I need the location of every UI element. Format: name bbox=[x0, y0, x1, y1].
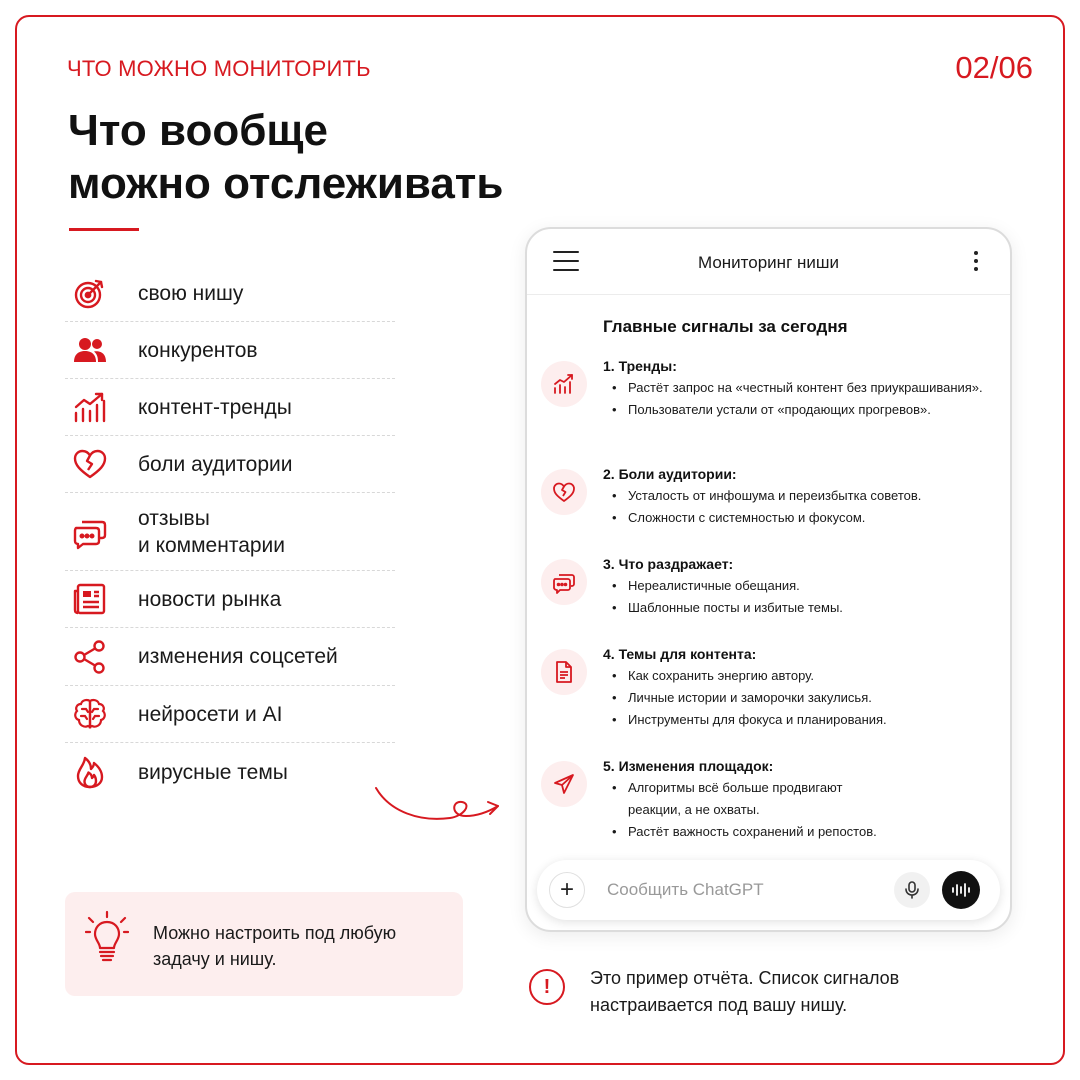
topic-item-competitors bbox=[65, 322, 395, 379]
section-bullet: • Усталость от инфошума и переизбытка советов. bbox=[603, 485, 1001, 507]
chart-trend-icon bbox=[72, 389, 124, 425]
report-section bbox=[541, 463, 1001, 553]
microphone-button[interactable] bbox=[894, 872, 930, 908]
broken-heart-icon bbox=[72, 446, 124, 482]
section-bullet: • Нереалистичные обещания. bbox=[603, 575, 1001, 597]
section-bullet: • Шаблонные посты и избитые темы. bbox=[603, 597, 1001, 619]
section-bullet: • Пользователи устали от «продающих прогревов». bbox=[603, 399, 1001, 421]
topic-label: вирусные темы bbox=[138, 760, 288, 784]
chat-title: Мониторинг ниши bbox=[697, 253, 840, 272]
topic-item-social bbox=[65, 628, 395, 686]
topic-item-ai bbox=[65, 686, 395, 743]
topics-list bbox=[65, 265, 395, 801]
chat-phone-mockup bbox=[525, 227, 1012, 932]
waveform-icon bbox=[951, 882, 971, 898]
chat-bubbles-icon bbox=[72, 514, 124, 550]
tip-text: Можно настроить под любую задачу и нишу. bbox=[153, 923, 397, 969]
section-heading: 5. Изменения площадок: bbox=[603, 758, 774, 774]
message-composer bbox=[537, 860, 1000, 920]
brain-icon bbox=[72, 696, 124, 732]
topic-label: конкурентов bbox=[138, 338, 258, 362]
title-underline bbox=[69, 228, 139, 231]
lightbulb-icon bbox=[85, 910, 129, 971]
section-heading: 2. Боли аудитории: bbox=[603, 466, 737, 482]
tip-box bbox=[65, 892, 463, 996]
chart-trend-icon bbox=[541, 361, 587, 407]
page-title: Что вообще можно отслеживать bbox=[68, 106, 504, 208]
section-bullet: • Растёт запрос на «честный контент без приукрашивания». bbox=[603, 377, 1001, 399]
topic-label: боли аудитории bbox=[138, 452, 293, 476]
section-bullet: • Как сохранить энергию автору. bbox=[603, 665, 1001, 687]
report-title: Главные сигналы за сегодня bbox=[603, 317, 848, 336]
report-section bbox=[541, 643, 1001, 755]
page-number: 02/06 bbox=[955, 50, 1033, 85]
section-bullet: • Личные истории и заморочки закулисья. bbox=[603, 687, 1001, 709]
report-section bbox=[541, 553, 1001, 643]
section-kicker: ЧТО МОЖНО МОНИТОРИТЬ bbox=[67, 56, 371, 81]
microphone-icon bbox=[904, 881, 920, 899]
section-heading: 3. Что раздражает: bbox=[603, 556, 734, 572]
newspaper-icon bbox=[72, 581, 124, 617]
section-bullet: • Сложности с системностью и фокусом. bbox=[603, 507, 1001, 529]
topic-label: контент-тренды bbox=[138, 395, 292, 419]
share-icon bbox=[72, 639, 124, 675]
curved-arrow-icon bbox=[372, 782, 504, 832]
section-heading: 1. Тренды: bbox=[603, 358, 677, 374]
topic-item-news bbox=[65, 571, 395, 628]
topic-item-pains bbox=[65, 436, 395, 493]
paper-plane-icon bbox=[541, 761, 587, 807]
topic-label: изменения соцсетей bbox=[138, 645, 338, 668]
message-input[interactable] bbox=[607, 876, 887, 904]
report-section bbox=[541, 355, 1001, 463]
topic-item-trends bbox=[65, 379, 395, 436]
topic-label: новости рынка bbox=[138, 587, 282, 611]
section-bullet: • Алгоритмы всё больше продвигают реакции, а не охваты. bbox=[603, 777, 893, 821]
chat-header bbox=[527, 229, 1010, 295]
more-options-icon[interactable] bbox=[974, 251, 980, 273]
fire-icon bbox=[72, 754, 124, 790]
topic-label: отзывы и комментарии bbox=[138, 506, 286, 557]
document-icon bbox=[541, 649, 587, 695]
topic-item-reviews bbox=[65, 493, 395, 571]
chat-bubbles-icon bbox=[541, 559, 587, 605]
exclamation-icon: ! bbox=[529, 969, 565, 1005]
topic-label: нейросети и AI bbox=[138, 702, 283, 726]
section-bullet: • Растёт важность сохранений и репостов. bbox=[603, 821, 1001, 843]
voice-mode-button[interactable] bbox=[942, 871, 980, 909]
topic-item-viral bbox=[65, 743, 395, 801]
section-heading: 4. Темы для контента: bbox=[603, 646, 757, 662]
target-icon bbox=[72, 275, 124, 311]
report-section bbox=[541, 755, 1001, 855]
report-sections bbox=[541, 355, 1001, 855]
section-bullet: • Инструменты для фокуса и планирования. bbox=[603, 709, 1001, 731]
topic-label: свою нишу bbox=[138, 281, 244, 305]
people-icon bbox=[72, 332, 124, 368]
topic-item-niche bbox=[65, 265, 395, 322]
note-text: Это пример отчёта. Список сигналов настраивается под вашу нишу. bbox=[590, 968, 900, 1015]
attach-button[interactable]: + bbox=[549, 872, 585, 908]
broken-heart-icon bbox=[541, 469, 587, 515]
